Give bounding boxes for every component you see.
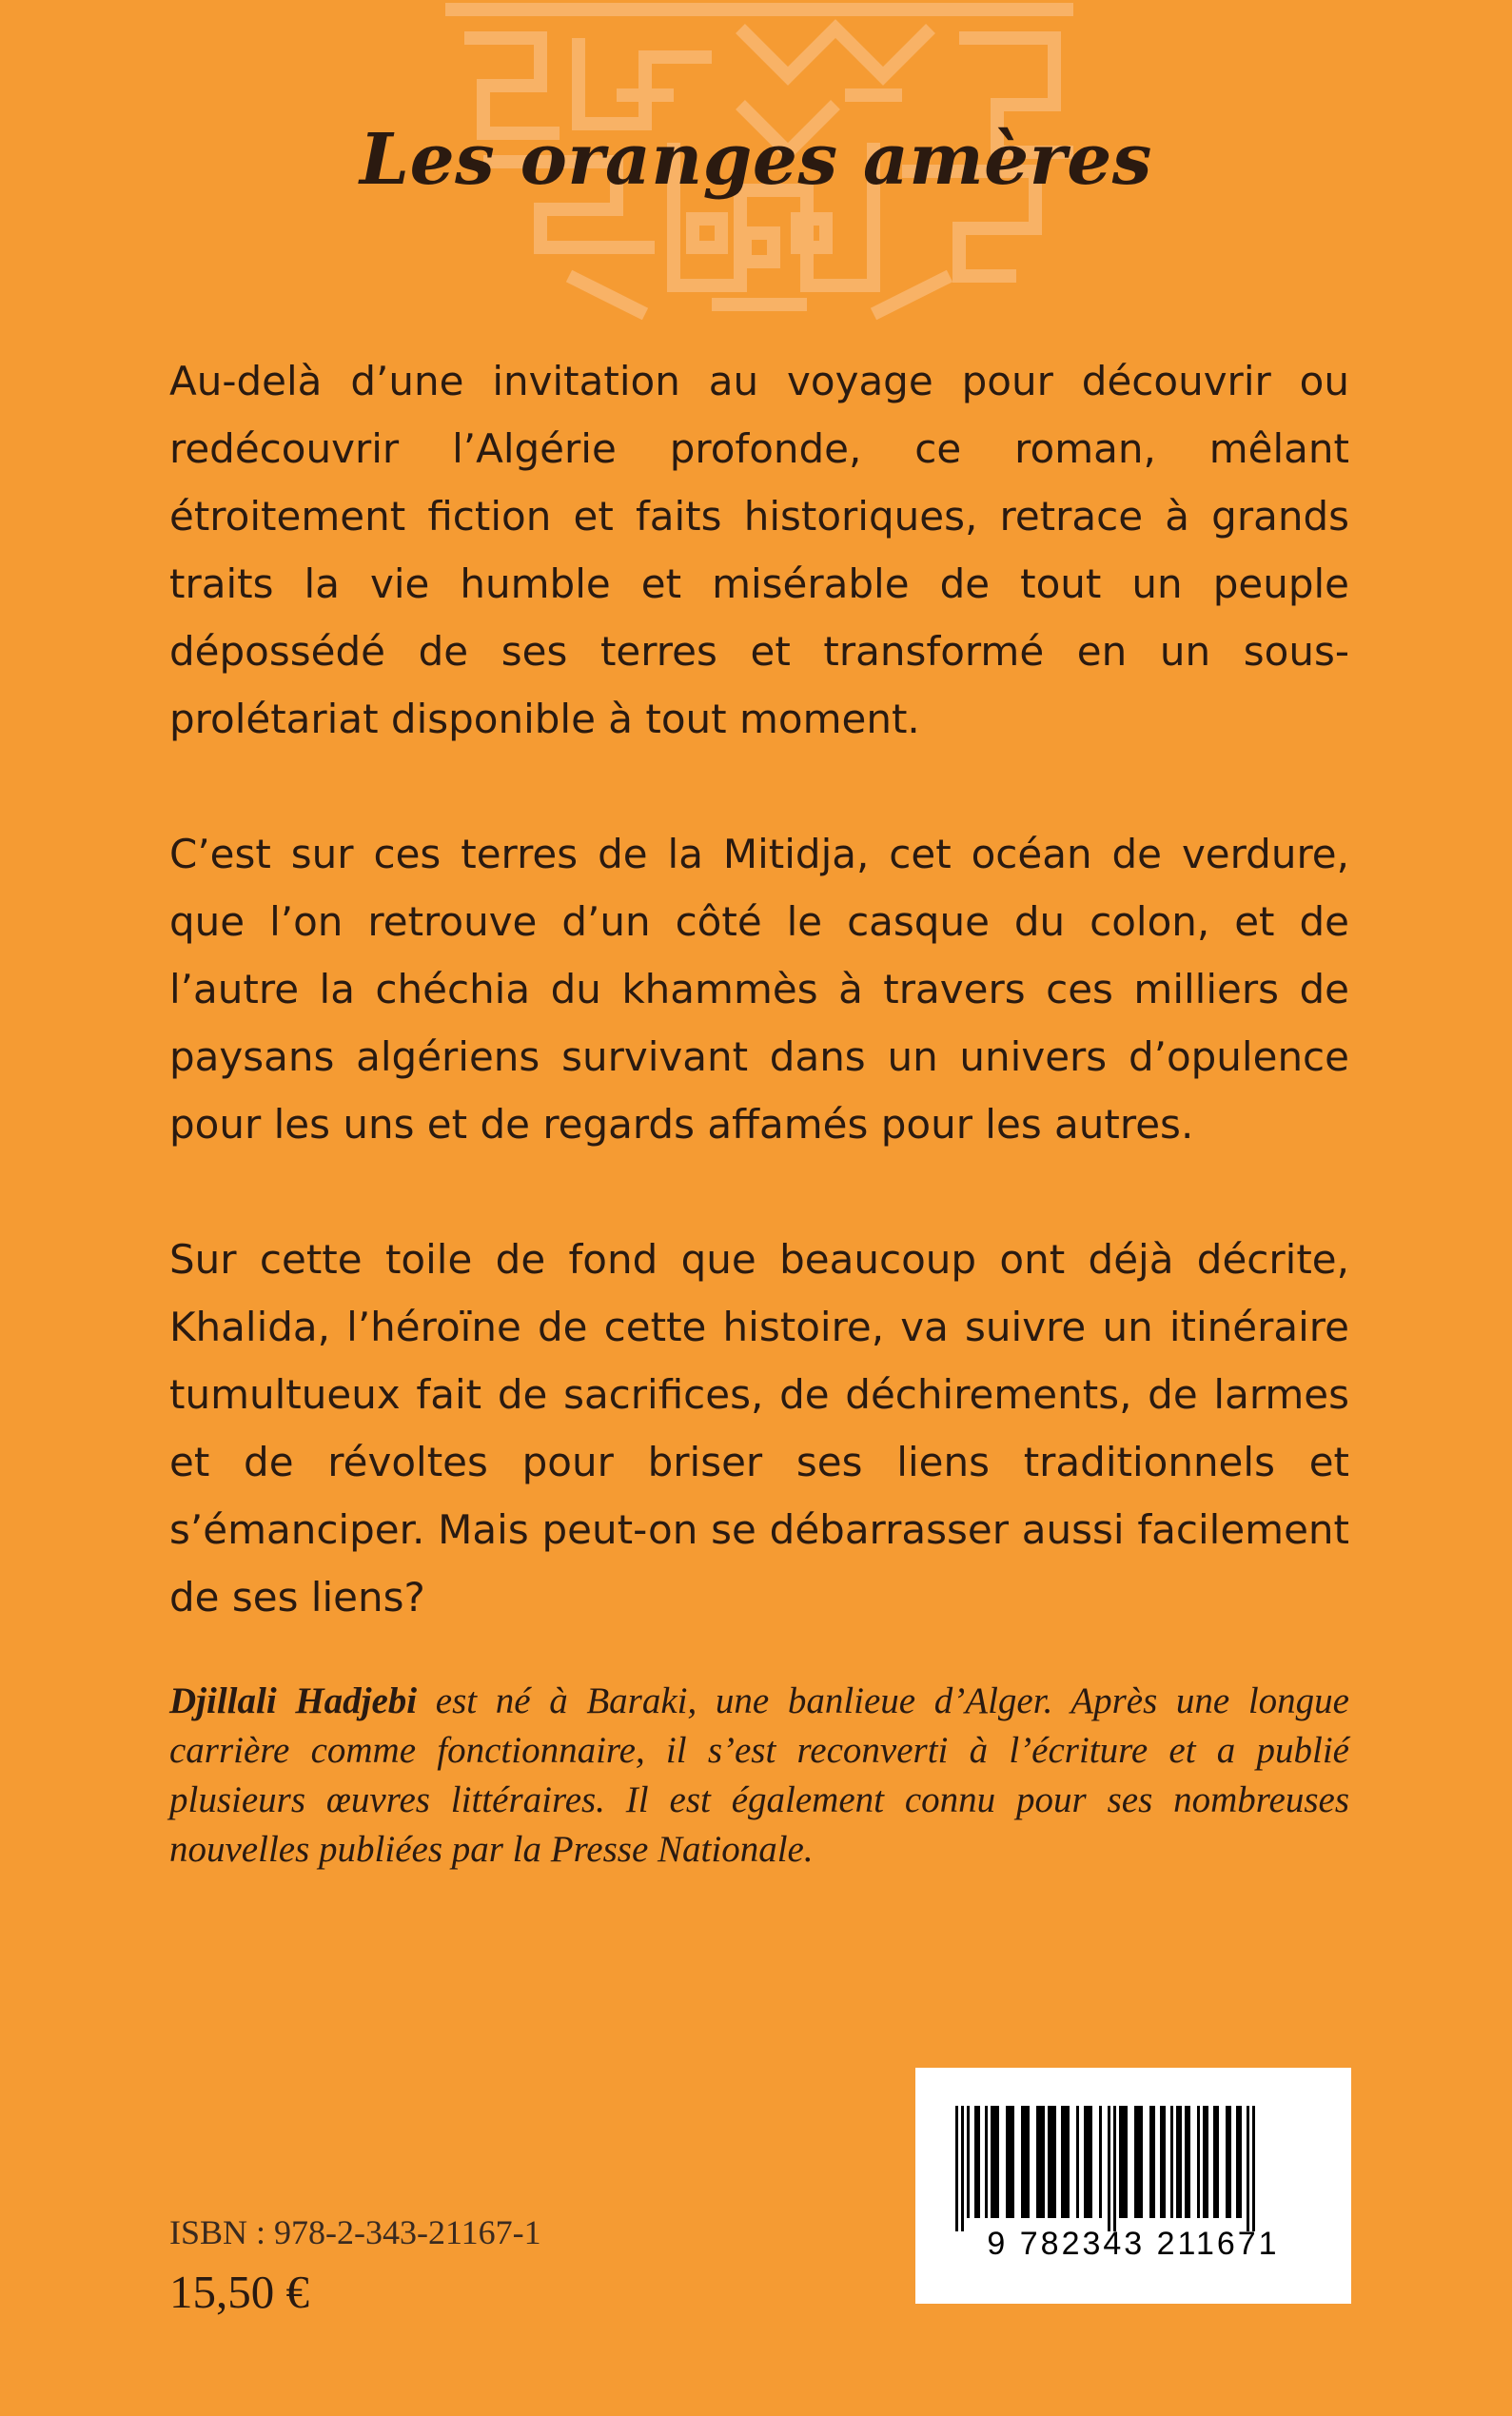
barcode-bar (1076, 2106, 1079, 2218)
barcode (915, 2068, 1351, 2304)
barcode-bars (929, 2106, 1338, 2231)
blurb-paragraph: Sur cette toile de fond que beaucoup ont déjà décrite, Khalida, l’héroïne de cette histoire, va suivre un itinéraire tumultueux fait de sacrifices, de déchirements, de larmes et de révoltes pour briser ses liens traditionnels et s’émanciper. Mais peut-on se débarrasser aussi facilement de ses liens? (169, 1236, 1349, 1620)
blurb (169, 347, 1349, 1699)
barcode-bar (1247, 2106, 1249, 2231)
barcode-bar (1160, 2106, 1166, 2218)
blurb-paragraph: C’est sur ces terres de la Mitidja, cet océan de verdure, que l’on retrouve d’un côté le casque du colon, et de l’autre la chéchia du khammès à travers ces milliers de paysans algériens survivant dans un univers d’opulence pour les uns et de regards affamés pour les autres. (169, 831, 1349, 1148)
barcode-bar (1252, 2106, 1255, 2231)
barcode-bar (1203, 2106, 1208, 2218)
barcode-bar (1170, 2106, 1173, 2218)
barcode-bar (1236, 2106, 1242, 2218)
blurb-paragraph: Au-delà d’une invitation au voyage pour découvrir ou redécouvrir l’Algérie profonde, ce roman, mêlant étroitement fiction et faits historiques, retrace à grands traits la vie humble et misérable de tout un peuple dépossédé de ses terres et transformé en un sous-prolétariat disponible à tout moment. (169, 358, 1349, 742)
barcode-bar (1185, 2106, 1190, 2218)
barcode-bar (985, 2106, 988, 2218)
isbn: ISBN : 978-2-343-21167-1 (169, 2213, 541, 2251)
barcode-bar (1061, 2106, 1070, 2218)
barcode-bar (1048, 2106, 1056, 2218)
barcode-bar (1176, 2106, 1182, 2218)
barcode-number: 9 782343 211671 (987, 2226, 1280, 2262)
author-bio (169, 1677, 1349, 1875)
barcode-bar (1108, 2106, 1110, 2231)
barcode-bar (991, 2106, 999, 2218)
barcode-bar (1119, 2106, 1128, 2218)
barcode-bar (1134, 2106, 1143, 2218)
book-title: Les oranges amères (360, 119, 1152, 201)
barcode-bar (1149, 2106, 1155, 2218)
barcode-bar (955, 2106, 958, 2231)
barcode-bar (961, 2106, 964, 2231)
author-bio-text: est né à Baraki, une banlieue d’Alger. Après une longue carrière comme fonctionnaire, il s’est reconverti à l’écriture et a publié plusieurs œuvres littéraires. Il est également connu pour ses nombreuses nouvelles publiées par la Presse Nationale. (169, 1680, 1349, 1870)
barcode-bar (1213, 2106, 1219, 2218)
price: 15,50 € (169, 2266, 309, 2318)
barcode-bar (1099, 2106, 1102, 2218)
barcode-bar (1113, 2106, 1116, 2231)
barcode-bar (967, 2106, 970, 2218)
barcode-bar (1036, 2106, 1045, 2218)
barcode-bar (974, 2106, 980, 2218)
barcode-bar (1084, 2106, 1092, 2218)
author-name: Djillali Hadjebi (169, 1680, 418, 1721)
barcode-bar (1197, 2106, 1200, 2218)
barcode-bar (1021, 2106, 1030, 2218)
barcode-bar (1006, 2106, 1014, 2218)
barcode-bar (1226, 2106, 1231, 2218)
